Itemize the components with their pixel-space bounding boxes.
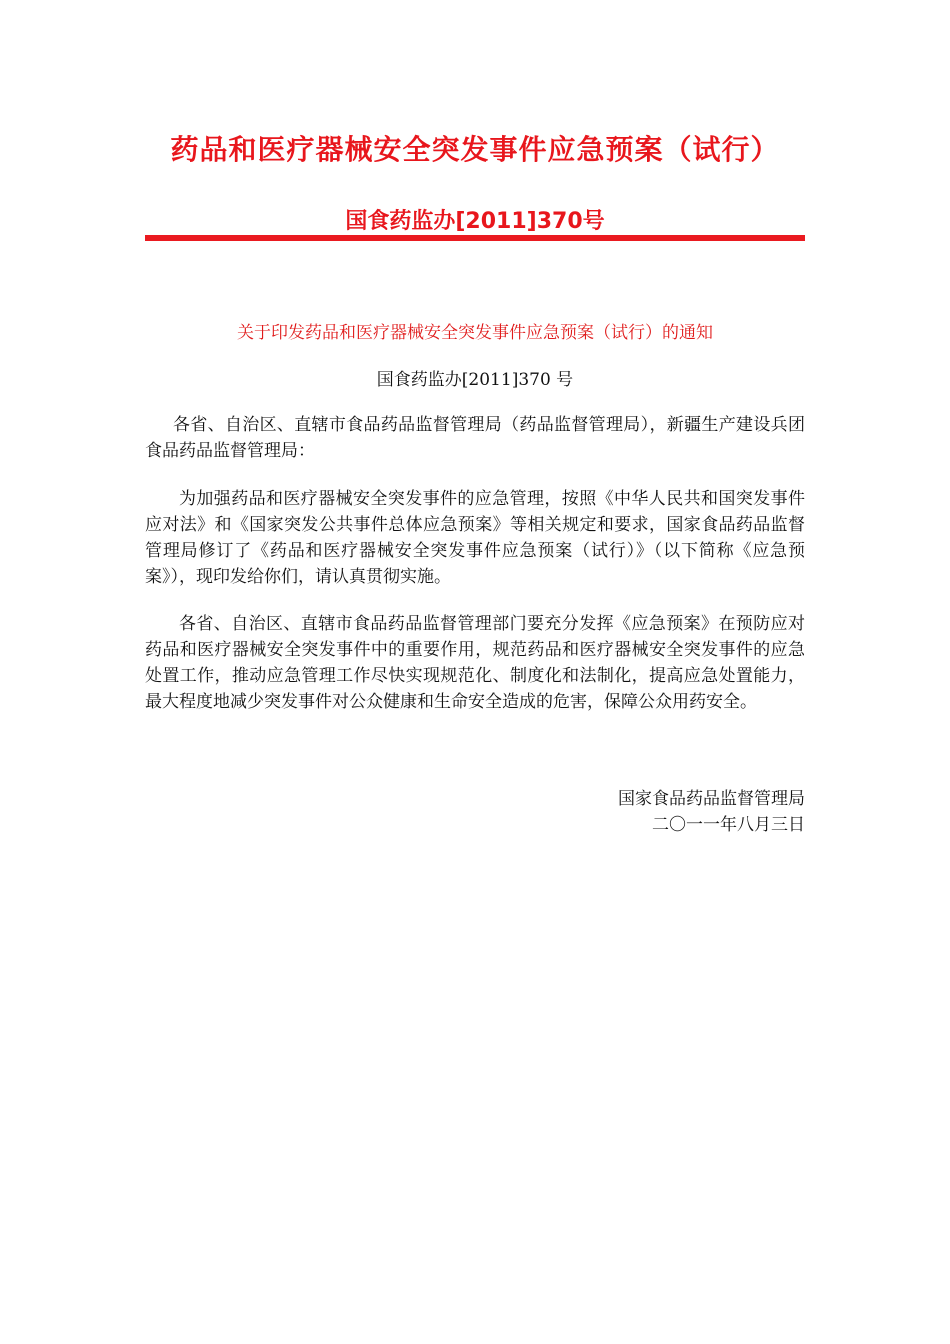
document-title: 药品和医疗器械安全突发事件应急预案（试行） xyxy=(170,133,780,166)
body-paragraph-2: 各省、自治区、直辖市食品药品监督管理部门要充分发挥《应急预案》在预防应对药品和医疗器械安全突发事件中的重要作用，规范药品和医疗器械安全突发事件的应急处置工作，推动应急管理工作尽快实现规范化、制度化和法制化，提高应急处置能力，最大程度地减少突发事件对公众健康和生命安全造成的危害，保障公众用药安全。 xyxy=(145,614,805,712)
red-divider-line xyxy=(145,235,805,241)
document-number-header: 国食药监办[2011]370号 xyxy=(345,209,605,234)
issue-date: 二〇一一年八月三日 xyxy=(652,815,805,835)
addressee-paragraph: 各省、自治区、直辖市食品药品监督管理局（药品监督管理局），新疆生产建设兵团食品药品监督管理局： xyxy=(145,415,805,461)
issuing-authority: 国家食品药品监督管理局 xyxy=(618,789,805,809)
body-paragraph-1: 为加强药品和医疗器械安全突发事件的应急管理，按照《中华人民共和国突发事件应对法》和《国家突发公共事件总体应急预案》等相关规定和要求，国家食品药品监督管理局修订了《药品和医疗器械安全突发事件应急预案（试行）》（以下简称《应急预案》），现印发给你们，请认真贯彻实施。 xyxy=(145,489,805,587)
notice-title: 关于印发药品和医疗器械安全突发事件应急预案（试行）的通知 xyxy=(237,323,713,343)
notice-document-number: 国食药监办[2011]370 号 xyxy=(376,370,574,390)
